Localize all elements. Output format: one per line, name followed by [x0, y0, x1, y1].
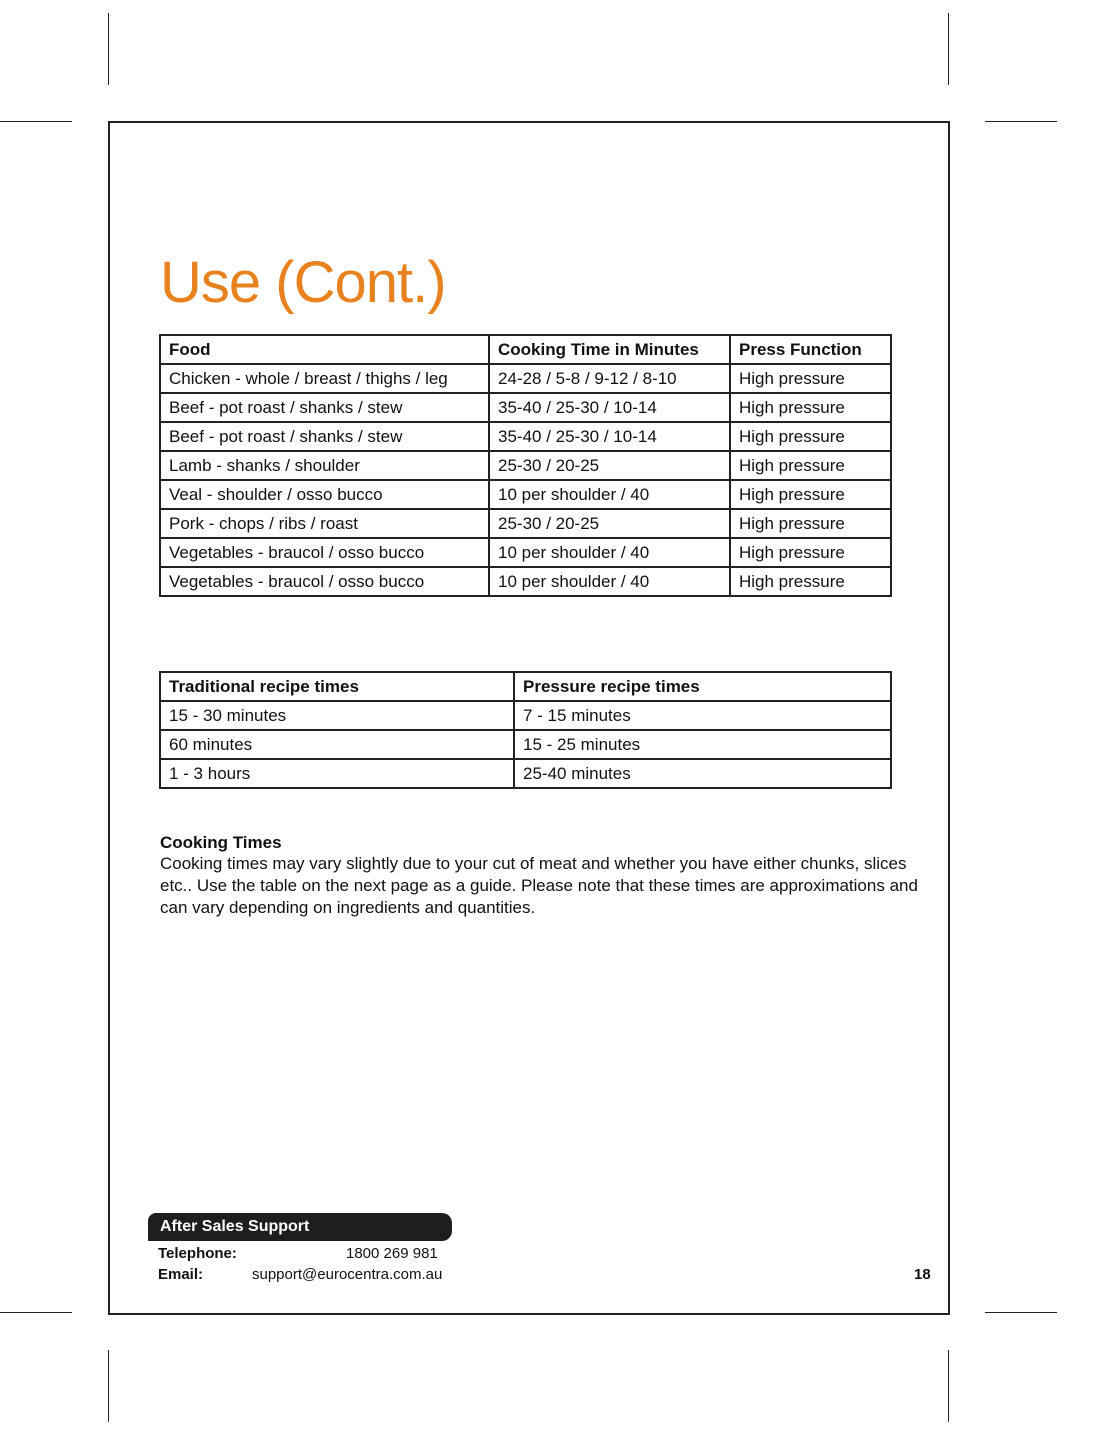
function-cell: High pressure: [730, 538, 891, 567]
food-cell: Pork - chops / ribs / roast: [160, 509, 489, 538]
page-title: Use (Cont.): [160, 250, 446, 315]
function-cell: High pressure: [730, 422, 891, 451]
function-cell: High pressure: [730, 480, 891, 509]
crop-mark: [985, 121, 1057, 122]
crop-mark: [985, 1312, 1057, 1313]
column-header-food: Food: [160, 335, 489, 364]
email-label: Email:: [158, 1266, 204, 1283]
time-cell: 25-30 / 20-25: [489, 509, 730, 538]
column-header-cooking-time: Cooking Time in Minutes: [489, 335, 730, 364]
function-cell: High pressure: [730, 451, 891, 480]
crop-mark: [0, 121, 72, 122]
table-row: [160, 759, 891, 788]
traditional-time-cell: 15 - 30 minutes: [160, 701, 514, 730]
food-cell: Chicken - whole / breast / thighs / leg: [160, 364, 489, 393]
table-row: [160, 509, 891, 538]
column-header-traditional: Traditional recipe times: [160, 672, 514, 701]
time-cell: 10 per shoulder / 40: [489, 567, 730, 596]
function-cell: High pressure: [730, 567, 891, 596]
crop-mark: [108, 1350, 109, 1422]
function-cell: High pressure: [730, 364, 891, 393]
table-row: [160, 422, 891, 451]
table-row: [160, 480, 891, 509]
food-cell: Vegetables - braucol / osso bucco: [160, 567, 489, 596]
time-cell: 10 per shoulder / 40: [489, 480, 730, 509]
cooking-times-paragraph: Cooking times may vary slightly due to your cut of meat and whether you have either chunks, slices etc.. Use the table on the next page as a guide. Please note that these times are approximations and can vary depending on ingredients and quantities.: [160, 854, 918, 917]
table-row: [160, 538, 891, 567]
table-row: [160, 393, 891, 422]
traditional-time-cell: 60 minutes: [160, 730, 514, 759]
time-cell: 24-28 / 5-8 / 9-12 / 8-10: [489, 364, 730, 393]
column-header-pressure: Pressure recipe times: [514, 672, 891, 701]
cooking-times-heading: Cooking Times: [160, 833, 282, 852]
traditional-time-cell: 1 - 3 hours: [160, 759, 514, 788]
email-value: support@eurocentra.com.au: [252, 1266, 443, 1283]
table-row: [160, 701, 891, 730]
table-header-row: [160, 335, 891, 364]
function-cell: High pressure: [730, 509, 891, 538]
table-row: [160, 730, 891, 759]
food-cell: Beef - pot roast / shanks / stew: [160, 422, 489, 451]
telephone-value: 1800 269 981: [346, 1245, 438, 1262]
food-cooking-table: [159, 334, 892, 597]
time-cell: 35-40 / 25-30 / 10-14: [489, 422, 730, 451]
time-cell: 25-30 / 20-25: [489, 451, 730, 480]
pressure-time-cell: 15 - 25 minutes: [514, 730, 891, 759]
crop-mark: [0, 1312, 72, 1313]
pressure-time-cell: 25-40 minutes: [514, 759, 891, 788]
crop-mark: [948, 13, 949, 85]
food-cell: Vegetables - braucol / osso bucco: [160, 538, 489, 567]
food-cell: Beef - pot roast / shanks / stew: [160, 393, 489, 422]
function-cell: High pressure: [730, 393, 891, 422]
table-header-row: [160, 672, 891, 701]
telephone-label: Telephone:: [158, 1245, 237, 1262]
crop-mark: [948, 1350, 949, 1422]
table-row: [160, 364, 891, 393]
table-row: [160, 451, 891, 480]
recipe-times-table: [159, 671, 892, 789]
column-header-press-function: Press Function: [730, 335, 891, 364]
food-cell: Veal - shoulder / osso bucco: [160, 480, 489, 509]
table-row: [160, 567, 891, 596]
crop-mark: [108, 13, 109, 85]
after-sales-support-banner: After Sales Support: [148, 1213, 452, 1241]
page-number: 18: [914, 1266, 931, 1283]
food-cell: Lamb - shanks / shoulder: [160, 451, 489, 480]
time-cell: 35-40 / 25-30 / 10-14: [489, 393, 730, 422]
time-cell: 10 per shoulder / 40: [489, 538, 730, 567]
pressure-time-cell: 7 - 15 minutes: [514, 701, 891, 730]
